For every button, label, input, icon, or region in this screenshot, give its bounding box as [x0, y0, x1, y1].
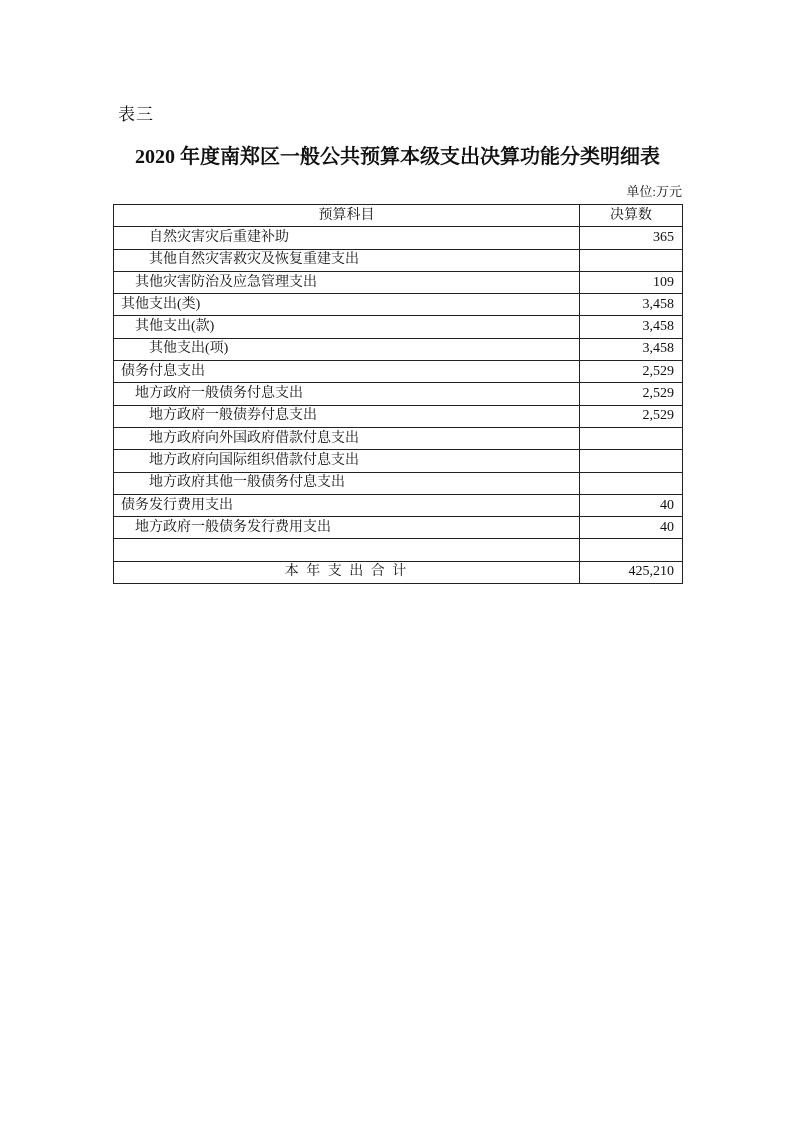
amount-cell: 40	[580, 494, 683, 516]
column-header-subject: 预算科目	[114, 205, 580, 227]
amount-cell	[580, 249, 683, 271]
table-number-label: 表三	[118, 105, 154, 124]
budget-table	[113, 204, 683, 584]
table-row	[114, 338, 683, 360]
amount-cell	[580, 472, 683, 494]
subject-cell: 地方政府一般债务发行费用支出	[114, 517, 580, 539]
subject-cell: 债务付息支出	[114, 361, 580, 383]
amount-cell: 2,529	[580, 361, 683, 383]
unit-note: 单位:万元	[626, 184, 682, 199]
amount-cell: 3,458	[580, 338, 683, 360]
amount-cell: 2,529	[580, 383, 683, 405]
table-row	[114, 472, 683, 494]
table-row	[114, 539, 683, 561]
amount-cell: 3,458	[580, 316, 683, 338]
subject-cell: 自然灾害灾后重建补助	[114, 227, 580, 249]
subject-cell: 其他支出(类)	[114, 294, 580, 316]
subject-cell: 其他自然灾害救灾及恢复重建支出	[114, 249, 580, 271]
subject-cell: 债务发行费用支出	[114, 494, 580, 516]
amount-cell: 40	[580, 517, 683, 539]
table-row	[114, 494, 683, 516]
amount-cell: 2,529	[580, 405, 683, 427]
subject-cell	[114, 539, 580, 561]
subject-cell: 其他灾害防治及应急管理支出	[114, 271, 580, 293]
table-row	[114, 450, 683, 472]
subject-cell: 地方政府其他一般债务付息支出	[114, 472, 580, 494]
table-row	[114, 427, 683, 449]
table-row	[114, 405, 683, 427]
table-row	[114, 271, 683, 293]
header-row	[114, 205, 683, 227]
subject-cell: 地方政府一般债务付息支出	[114, 383, 580, 405]
document-title: 2020 年度南郑区一般公共预算本级支出决算功能分类明细表	[135, 146, 660, 168]
subject-cell: 地方政府向国际组织借款付息支出	[114, 450, 580, 472]
table-row	[114, 227, 683, 249]
amount-cell: 3,458	[580, 294, 683, 316]
subject-cell: 地方政府向外国政府借款付息支出	[114, 427, 580, 449]
total-amount-cell: 425,210	[580, 561, 683, 583]
table-row	[114, 316, 683, 338]
table-row	[114, 294, 683, 316]
budget-table-header	[114, 205, 683, 227]
budget-table-body	[114, 227, 683, 584]
subject-cell: 其他支出(项)	[114, 338, 580, 360]
column-header-amount: 决算数	[580, 205, 683, 227]
amount-cell	[580, 450, 683, 472]
amount-cell: 365	[580, 227, 683, 249]
total-label-cell: 本 年 支 出 合 计	[114, 561, 580, 583]
amount-cell	[580, 427, 683, 449]
table-row	[114, 517, 683, 539]
total-row	[114, 561, 683, 583]
table-row	[114, 383, 683, 405]
subject-cell: 地方政府一般债券付息支出	[114, 405, 580, 427]
subject-cell: 其他支出(款)	[114, 316, 580, 338]
amount-cell: 109	[580, 271, 683, 293]
amount-cell	[580, 539, 683, 561]
table-row	[114, 249, 683, 271]
table-row	[114, 361, 683, 383]
